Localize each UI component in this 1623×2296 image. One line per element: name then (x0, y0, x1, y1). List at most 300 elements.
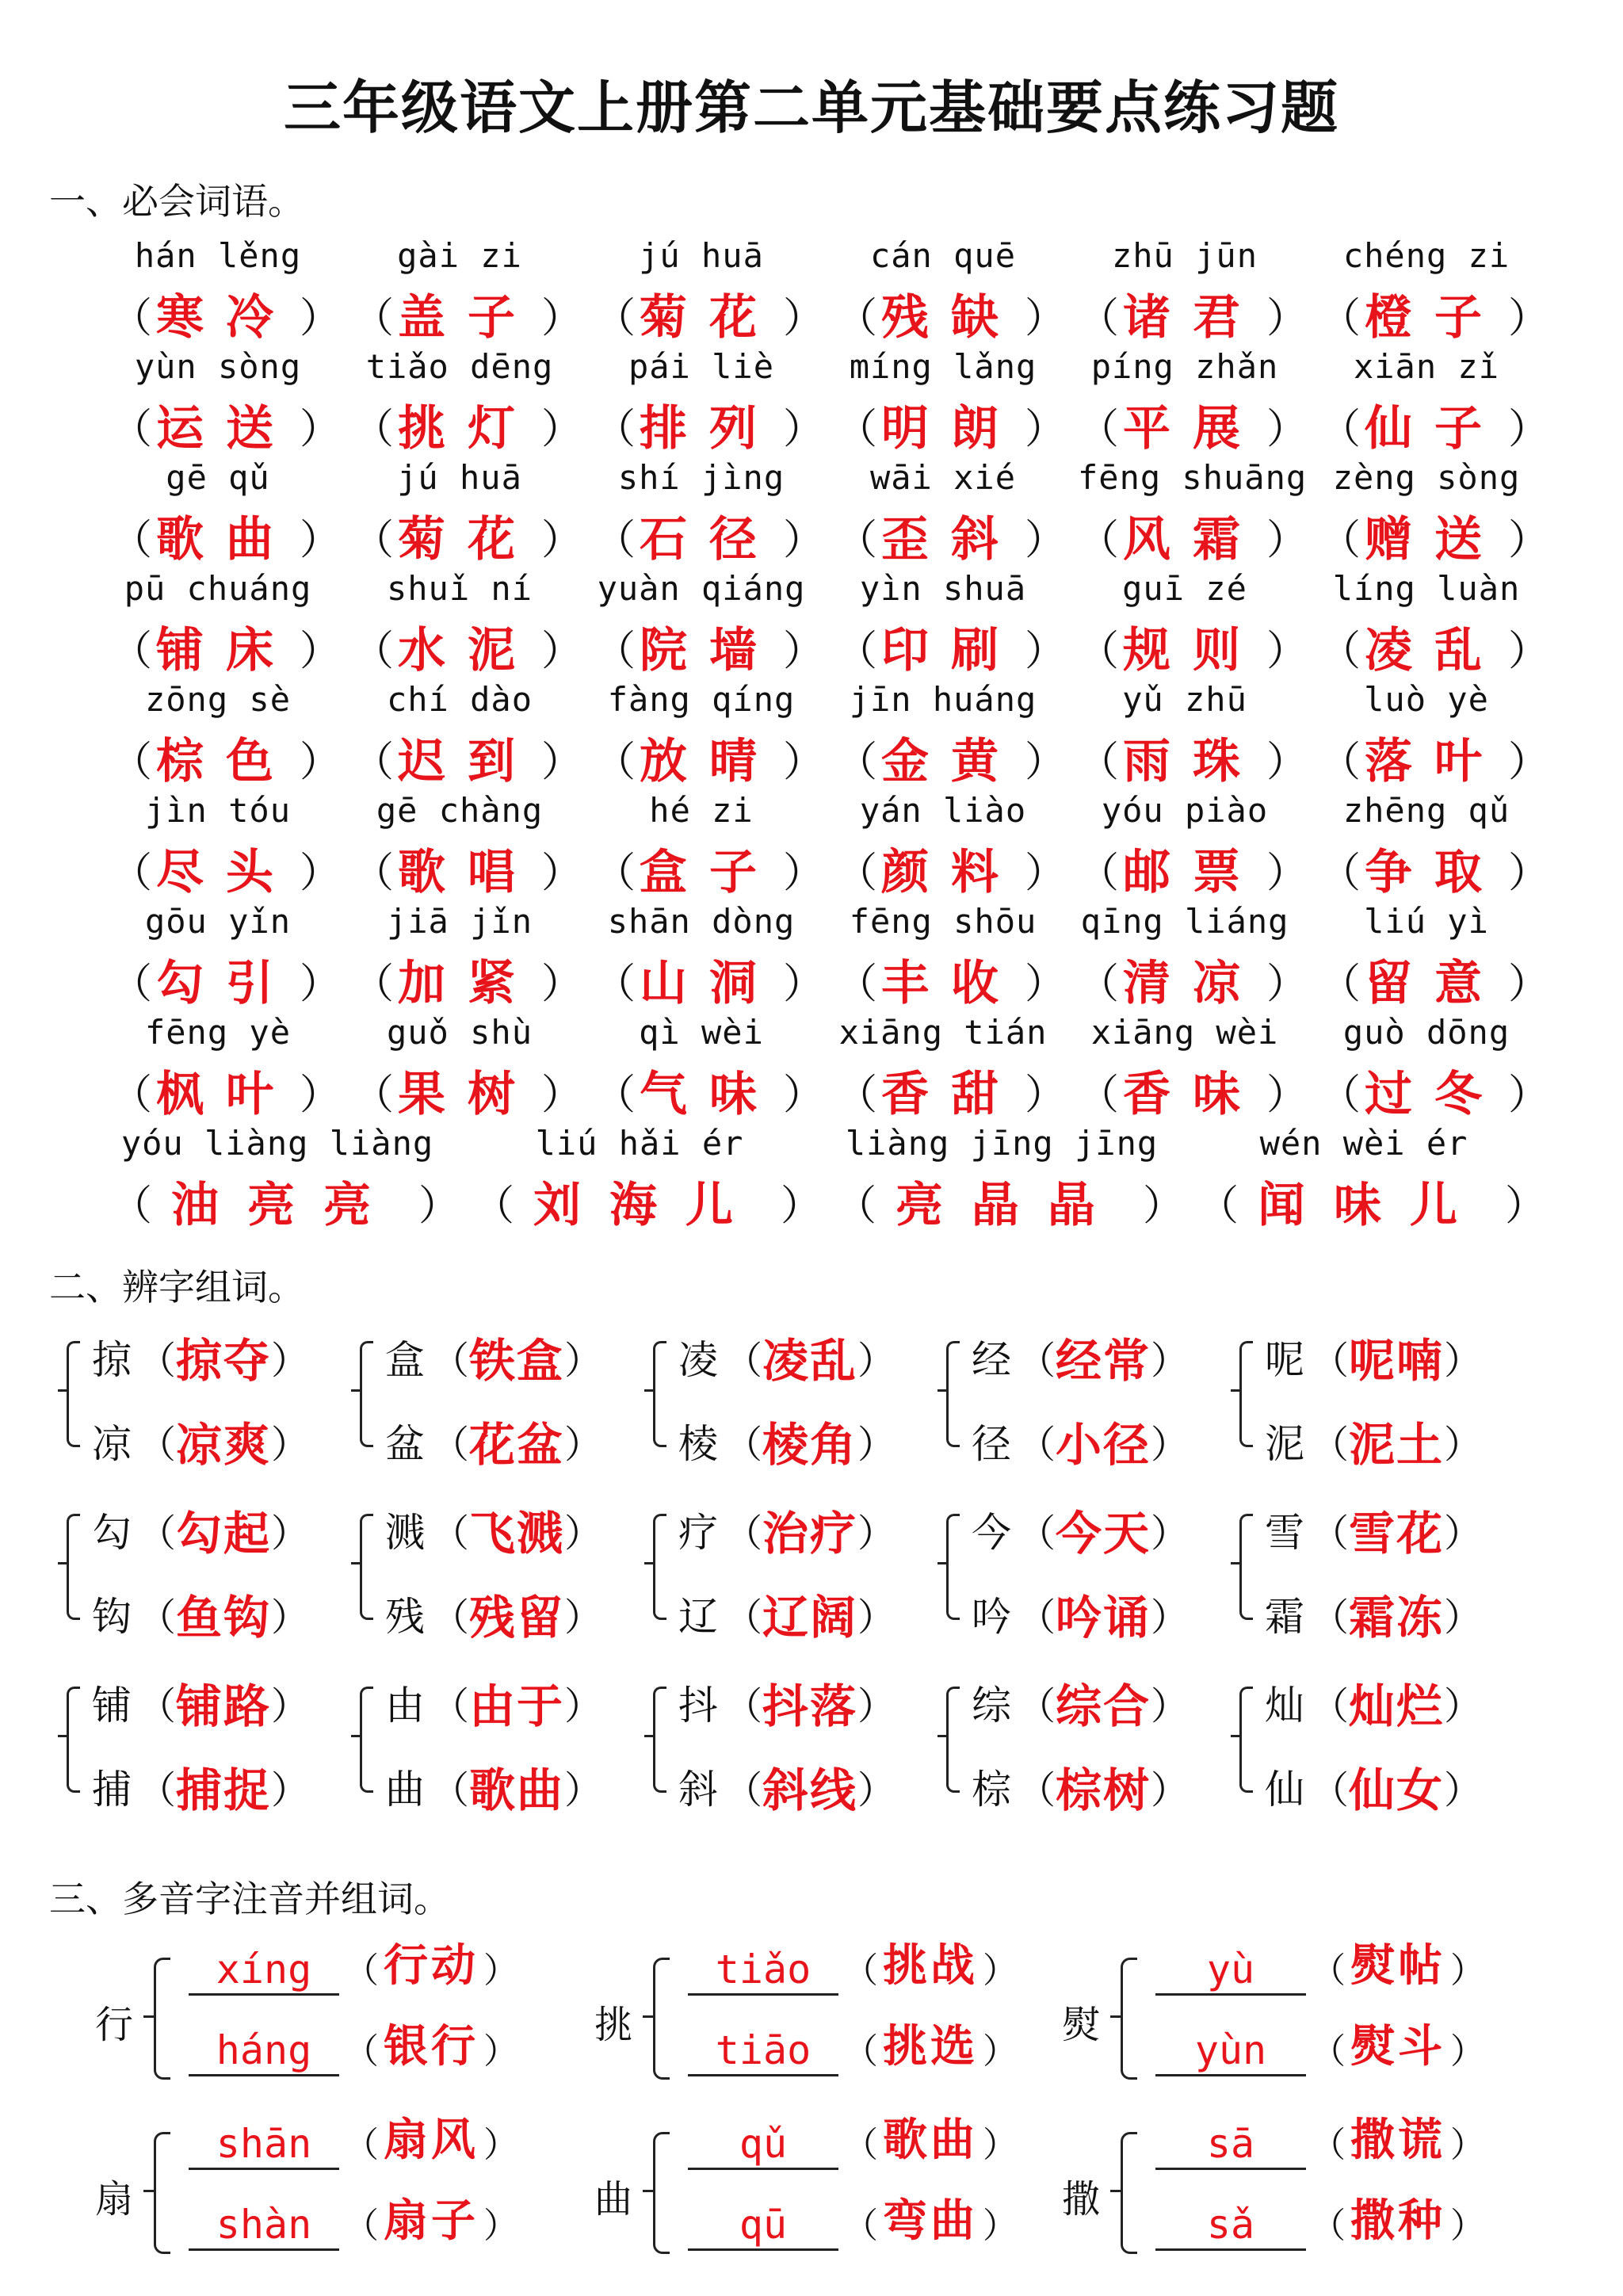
answer-box (1078, 731, 1308, 789)
answer-box (111, 287, 341, 346)
right-paren: ） (782, 849, 824, 897)
left-paren: （ (1078, 960, 1120, 1008)
base-char: 疗 (678, 1510, 718, 1556)
left-paren: （ (594, 1071, 636, 1119)
right-paren: ） (540, 1071, 582, 1119)
answer-word: 铁盒 (469, 1334, 565, 1388)
answer-word: 雨珠 (1123, 734, 1262, 789)
vocab-item (1197, 1124, 1560, 1235)
pinyin-label: fēng shuāng (1078, 458, 1308, 497)
brace-icon (67, 1687, 80, 1793)
pair-line (678, 1753, 896, 1820)
answer-box (1078, 509, 1308, 567)
answer-word: 棕色 (156, 734, 296, 789)
char-pair (1235, 1324, 1528, 1496)
answer-word: 邮票 (1123, 845, 1262, 900)
brace-icon (1239, 1687, 1253, 1793)
answer-word: 辽阔 (762, 1591, 858, 1645)
reading-line (688, 1934, 1044, 1996)
vocab-item (836, 791, 1078, 902)
pinyin-label: fēng shōu (849, 902, 1037, 941)
left-paren: （ (843, 2031, 878, 2072)
vocab-item (594, 458, 836, 569)
right-paren: ） (857, 1767, 896, 1813)
pinyin-label: líng luàn (1332, 569, 1521, 608)
right-paren: ） (299, 516, 341, 564)
right-paren: ） (540, 849, 582, 897)
polyphone-char: 扇 (95, 2177, 134, 2222)
answer-box (1319, 953, 1549, 1011)
right-paren: ） (1507, 738, 1549, 786)
reading-line (1155, 2015, 1512, 2076)
answer-word: 明朗 (881, 401, 1021, 457)
left-paren: （ (353, 849, 395, 897)
pinyin-label: yuàn qiáng (597, 569, 806, 608)
answer-word: 院墙 (640, 623, 779, 678)
answer-box (111, 398, 341, 457)
vocab-item (836, 347, 1078, 458)
pinyin-label: jìn tóu (144, 791, 291, 830)
answer-word: 勾引 (156, 956, 296, 1011)
answer-word: 小径 (1056, 1418, 1151, 1472)
right-paren: ） (299, 405, 341, 453)
pair-line (385, 1669, 602, 1736)
vocab-item (353, 236, 594, 347)
pinyin-label: fēng yè (144, 1013, 291, 1052)
right-paren: ） (1444, 1595, 1483, 1640)
answer-box (594, 287, 824, 346)
right-paren: ） (540, 960, 582, 1008)
answer-box (836, 398, 1066, 457)
left-paren: （ (431, 1511, 470, 1556)
answer-word: 挑选 (883, 2021, 978, 2073)
pinyin-label: gài zi (397, 236, 522, 275)
answer-word: 落叶 (1365, 734, 1504, 789)
answer-word: 呢喃 (1349, 1334, 1445, 1388)
answer-word: 残缺 (881, 290, 1021, 346)
answer-box (836, 509, 1066, 567)
reading-line (688, 2189, 1044, 2251)
answer-word: 争取 (1365, 845, 1504, 900)
left-paren: （ (1197, 1182, 1239, 1230)
vocab-item (836, 902, 1078, 1013)
left-paren: （ (138, 1595, 177, 1640)
vocab-item (353, 569, 594, 680)
right-paren: ） (1151, 1511, 1190, 1556)
answer-box (1319, 1064, 1549, 1122)
reading-line (1155, 1934, 1512, 1996)
brace-icon (1121, 1958, 1137, 2080)
vocab-item (836, 569, 1078, 680)
right-paren: ） (1266, 960, 1308, 1008)
pair-line (972, 1324, 1189, 1390)
left-paren: （ (1319, 405, 1361, 453)
pair-line (1265, 1753, 1482, 1820)
base-char: 曲 (385, 1767, 425, 1813)
base-char: 抖 (678, 1683, 718, 1729)
right-paren: ） (1444, 1338, 1483, 1383)
left-paren: （ (835, 1182, 877, 1230)
left-paren: （ (1311, 1338, 1350, 1383)
base-char: 今 (972, 1510, 1011, 1556)
right-paren: ） (782, 294, 824, 342)
answer-word: 掠夺 (176, 1334, 272, 1388)
reading-line (1155, 2108, 1512, 2170)
pair-row (62, 1496, 1568, 1669)
answer-word: 撒种 (1350, 2195, 1445, 2247)
left-paren: （ (836, 516, 878, 564)
pinyin-label: zhū jūn (1111, 236, 1258, 275)
answer-word: 歌曲 (469, 1763, 565, 1817)
polyphone-char: 撒 (1062, 2177, 1101, 2222)
right-paren: ） (271, 1595, 310, 1640)
left-paren: （ (836, 738, 878, 786)
right-paren: ） (483, 2125, 518, 2165)
right-paren: ） (1507, 627, 1549, 675)
answer-word: 歪斜 (881, 512, 1021, 567)
pinyin-label: chéng zi (1342, 236, 1510, 275)
left-paren: （ (138, 1767, 177, 1813)
vocab-item (353, 1013, 594, 1124)
left-paren: （ (1018, 1511, 1056, 1556)
answer-box (111, 731, 341, 789)
left-paren: （ (1319, 960, 1361, 1008)
vocab-item (111, 902, 353, 1013)
right-paren: ） (782, 405, 824, 453)
base-char: 凉 (92, 1421, 132, 1467)
right-paren: ） (540, 627, 582, 675)
base-char: 综 (972, 1683, 1011, 1729)
pinyin-label: wén wèi ér (1259, 1124, 1468, 1163)
right-paren: ） (1151, 1683, 1190, 1729)
vocab-item (111, 1013, 353, 1124)
right-paren: ） (540, 516, 582, 564)
answer-word: 果树 (398, 1067, 537, 1122)
right-paren: ） (271, 1511, 310, 1556)
base-char: 呢 (1265, 1337, 1304, 1383)
pinyin-label: hán lěng (134, 236, 302, 275)
vocab-item (1319, 902, 1561, 1013)
right-paren: ） (1266, 405, 1308, 453)
base-char: 雪 (1265, 1510, 1304, 1556)
answer-word: 过冬 (1365, 1067, 1504, 1122)
pinyin-label: qì wèi (639, 1013, 764, 1052)
pair-row (62, 1324, 1568, 1496)
vocab-item (594, 902, 836, 1013)
pinyin-label: cán quē (869, 236, 1016, 275)
left-paren: （ (111, 1182, 153, 1230)
right-paren: ） (1507, 294, 1549, 342)
answer-word: 刘海儿 (533, 1178, 762, 1233)
pair-line (972, 1496, 1189, 1563)
vocab-item (1078, 791, 1319, 902)
pair-line (972, 1408, 1189, 1474)
answer-box (111, 1175, 460, 1233)
answer-word: 经常 (1056, 1334, 1151, 1388)
left-paren: （ (724, 1338, 763, 1383)
answer-word: 留意 (1365, 956, 1504, 1011)
left-paren: （ (1319, 849, 1361, 897)
vocab-item (111, 236, 353, 347)
answer-box (1078, 1064, 1308, 1122)
right-paren: ） (1151, 1595, 1190, 1640)
answer-word: 撒谎 (1350, 2115, 1445, 2166)
right-paren: ） (1450, 2206, 1485, 2246)
pinyin-label: yóu liàng liàng (120, 1124, 434, 1163)
base-char: 灿 (1265, 1683, 1304, 1729)
answer-box (1319, 842, 1549, 900)
answer-word: 诸君 (1123, 290, 1262, 346)
right-paren: ） (299, 960, 341, 1008)
answer-box (836, 1064, 1066, 1122)
answer-box (836, 287, 1066, 346)
answer-box (1319, 509, 1549, 567)
left-paren: （ (836, 1071, 878, 1119)
answer-word: 扇子 (384, 2195, 479, 2247)
pinyin-answer: qǔ (688, 2120, 838, 2170)
vocab-item (1319, 680, 1561, 791)
vocab-item (1078, 347, 1319, 458)
right-paren: ） (1444, 1767, 1483, 1813)
vocab-item (1078, 902, 1319, 1013)
brace-icon (946, 1341, 960, 1447)
left-paren: （ (353, 960, 395, 1008)
answer-word: 雪花 (1349, 1507, 1445, 1561)
right-paren: ） (1266, 849, 1308, 897)
right-paren: ） (1024, 405, 1066, 453)
pinyin-label: míng lǎng (849, 347, 1037, 386)
pair-line (678, 1324, 896, 1390)
vocab-item (473, 1124, 835, 1235)
right-paren: ） (782, 516, 824, 564)
left-paren: （ (111, 405, 153, 453)
left-paren: （ (111, 294, 153, 342)
answer-box (594, 842, 824, 900)
answer-word: 仙子 (1365, 401, 1504, 457)
right-paren: ） (1266, 738, 1308, 786)
right-paren: ） (782, 960, 824, 1008)
base-char: 溅 (385, 1510, 425, 1556)
brace-icon (653, 1958, 670, 2080)
pinyin-label: zèng sòng (1332, 458, 1521, 497)
right-paren: ） (983, 1950, 1018, 1991)
left-paren: （ (1078, 294, 1120, 342)
left-paren: （ (836, 849, 878, 897)
pinyin-label: píng zhǎn (1090, 347, 1279, 386)
right-paren: ） (857, 1683, 896, 1729)
pair-line (1265, 1408, 1482, 1474)
answer-word: 赠送 (1365, 512, 1504, 567)
pinyin-label: liàng jīng jīng (845, 1124, 1159, 1163)
left-paren: （ (138, 1422, 177, 1467)
answer-word: 仙女 (1349, 1763, 1445, 1817)
pinyin-answer: yùn (1155, 2027, 1306, 2076)
base-char: 盆 (385, 1421, 425, 1467)
char-pair (648, 1496, 941, 1669)
left-paren: （ (843, 2125, 878, 2165)
brace-icon (154, 2132, 170, 2254)
vocab-row (111, 680, 1561, 791)
right-paren: ） (983, 2206, 1018, 2246)
pinyin-label: guò dōng (1342, 1013, 1510, 1052)
pair-line (1265, 1324, 1482, 1390)
left-paren: （ (836, 960, 878, 1008)
right-paren: ） (1142, 1182, 1184, 1230)
answer-box (1319, 398, 1549, 457)
polyphone-char: 曲 (594, 2177, 633, 2222)
reading-line (189, 2015, 545, 2076)
pinyin-label: pái liè (628, 347, 774, 386)
answer-box (111, 1064, 341, 1122)
right-paren: ） (857, 1338, 896, 1383)
left-paren: （ (1078, 1071, 1120, 1119)
left-paren: （ (344, 2125, 379, 2165)
left-paren: （ (431, 1422, 470, 1467)
right-paren: ） (983, 2125, 1018, 2165)
pinyin-answer: tiǎo (688, 1946, 838, 1996)
left-paren: （ (344, 1950, 379, 1991)
answer-word: 灿烂 (1349, 1679, 1445, 1733)
vocab-item (353, 902, 594, 1013)
char-pair (62, 1669, 355, 1842)
base-char: 掠 (92, 1337, 132, 1383)
answer-box (353, 731, 582, 789)
vocab-item (1078, 236, 1319, 347)
vocab-item (594, 347, 836, 458)
reading-line (1155, 2189, 1512, 2251)
answer-word: 花盆 (469, 1418, 565, 1472)
vocab-item (353, 347, 594, 458)
answer-word: 吟诵 (1056, 1591, 1151, 1645)
left-paren: （ (843, 2206, 878, 2246)
pinyin-label: gōu yǐn (144, 902, 291, 941)
left-paren: （ (111, 960, 153, 1008)
pair-row (62, 1669, 1568, 1842)
answer-word: 风霜 (1123, 512, 1262, 567)
left-paren: （ (724, 1422, 763, 1467)
answer-word: 铺床 (156, 623, 296, 678)
answer-word: 盒子 (640, 845, 779, 900)
answer-word: 歌曲 (883, 2115, 978, 2166)
answer-word: 橙子 (1365, 290, 1504, 346)
left-paren: （ (1078, 405, 1120, 453)
left-paren: （ (111, 516, 153, 564)
vocab-item (594, 791, 836, 902)
answer-box (835, 1175, 1184, 1233)
char-pair (355, 1669, 648, 1842)
answer-word: 香味 (1123, 1067, 1262, 1122)
answer-box (1197, 1175, 1546, 1233)
char-pair (355, 1496, 648, 1669)
char-pair (1235, 1669, 1528, 1842)
answer-word: 熨帖 (1350, 1940, 1445, 1992)
answer-word: 凌乱 (1365, 623, 1504, 678)
char-pair (62, 1496, 355, 1669)
brace-icon (1239, 1514, 1253, 1620)
left-paren: （ (1319, 627, 1361, 675)
left-paren: （ (594, 516, 636, 564)
answer-box (594, 731, 824, 789)
left-paren: （ (836, 405, 878, 453)
answer-word: 捕捉 (176, 1763, 272, 1817)
right-paren: ） (1266, 294, 1308, 342)
answer-box (836, 953, 1066, 1011)
answer-box (836, 620, 1066, 678)
right-paren: ） (418, 1182, 460, 1230)
right-paren: ） (780, 1182, 822, 1230)
right-paren: ） (540, 294, 582, 342)
char-pair (648, 1669, 941, 1842)
vocab-item (836, 236, 1078, 347)
left-paren: （ (1319, 516, 1361, 564)
right-paren: ） (1266, 627, 1308, 675)
vocab-item (111, 680, 353, 791)
pinyin-label: chí dào (386, 680, 533, 719)
pair-line (92, 1324, 309, 1390)
vocab-item (1319, 791, 1561, 902)
reading-line (688, 2015, 1044, 2076)
answer-word: 金黄 (881, 734, 1021, 789)
char-pair (648, 1324, 941, 1496)
answer-word: 丰收 (881, 956, 1021, 1011)
left-paren: （ (353, 405, 395, 453)
left-paren: （ (1319, 738, 1361, 786)
vocab-row (111, 902, 1561, 1013)
base-char: 斜 (678, 1767, 718, 1813)
vocab-item (1319, 236, 1561, 347)
brace-icon (1121, 2132, 1137, 2254)
answer-word: 残留 (469, 1591, 565, 1645)
pinyin-label: yán liào (859, 791, 1027, 830)
right-paren: ） (1507, 849, 1549, 897)
char-pair (941, 1324, 1235, 1496)
answer-box (594, 953, 824, 1011)
right-paren: ） (299, 849, 341, 897)
pair-line (92, 1669, 309, 1736)
right-paren: ） (564, 1511, 603, 1556)
vocab-item (111, 791, 353, 902)
left-paren: （ (843, 1950, 878, 1991)
right-paren: ） (1024, 1071, 1066, 1119)
answer-word: 颜料 (881, 845, 1021, 900)
answer-word: 尽头 (156, 845, 296, 900)
vocab-item (594, 236, 836, 347)
answer-box (353, 287, 582, 346)
pinyin-label: xiān zǐ (1353, 347, 1499, 386)
answer-box (594, 1064, 824, 1122)
pinyin-answer: shān (189, 2120, 339, 2170)
right-paren: ） (1024, 627, 1066, 675)
answer-word: 油亮亮 (171, 1178, 399, 1233)
brace-icon (154, 1958, 170, 2080)
base-char: 盒 (385, 1337, 425, 1383)
base-char: 捕 (92, 1767, 132, 1813)
left-paren: （ (594, 294, 636, 342)
base-char: 勾 (92, 1510, 132, 1556)
right-paren: ） (857, 1595, 896, 1640)
right-paren: ） (299, 1071, 341, 1119)
right-paren: ） (564, 1683, 603, 1729)
right-paren: ） (782, 627, 824, 675)
left-paren: （ (1311, 2125, 1346, 2165)
right-paren: ） (564, 1595, 603, 1640)
answer-word: 亮晶晶 (896, 1178, 1124, 1233)
brace-icon (67, 1514, 80, 1620)
left-paren: （ (724, 1595, 763, 1640)
answer-word: 鱼钩 (176, 1591, 272, 1645)
pinyin-label: yìn shuā (859, 569, 1027, 608)
right-paren: ） (483, 2206, 518, 2246)
